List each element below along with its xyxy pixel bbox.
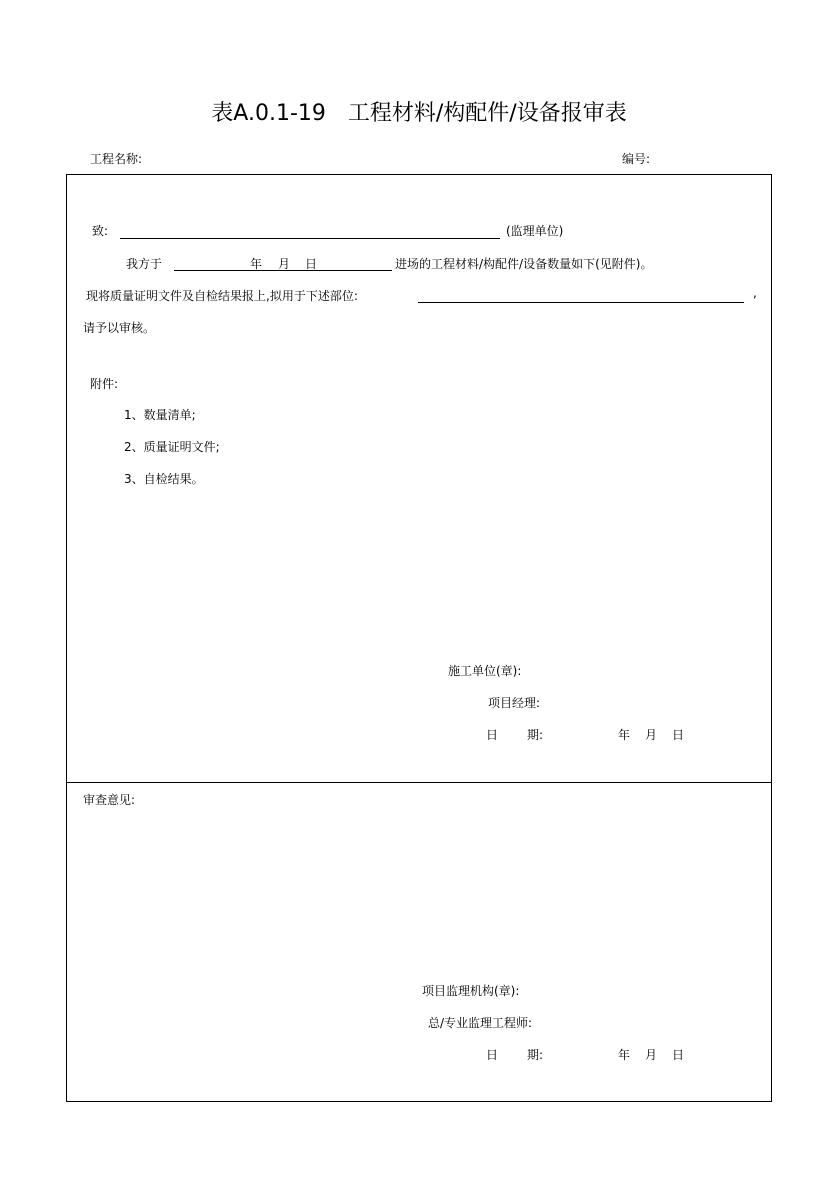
attachments-label: 附件: xyxy=(90,377,119,391)
form-name: 工程材料/构配件/设备报审表 xyxy=(347,101,627,126)
line3-text: 请予以审核。 xyxy=(83,321,156,335)
form-code: 表A.0.1-19 xyxy=(211,101,326,126)
date-label-char2: 期: xyxy=(527,728,544,742)
date-month: 月 xyxy=(645,728,658,742)
usage-location-field[interactable] xyxy=(418,302,744,303)
review-date-label-char2: 期: xyxy=(527,1048,544,1062)
review-date-year: 年 xyxy=(618,1048,631,1062)
line1-day: 日 xyxy=(305,257,318,271)
review-date-month: 月 xyxy=(645,1048,658,1062)
engineer-label: 总/专业监理工程师: xyxy=(428,1016,533,1030)
line1-suffix: 进场的工程材料/构配件/设备数量如下(见附件)。 xyxy=(395,257,653,271)
contractor-label: 施工单位(章): xyxy=(448,664,522,678)
supervision-org-label: 项目监理机构(章): xyxy=(422,984,520,998)
pm-label: 项目经理: xyxy=(488,696,541,710)
attachment-item: 3、自检结果。 xyxy=(124,472,204,486)
review-date-day: 日 xyxy=(672,1048,685,1062)
project-name-label: 工程名称: xyxy=(90,152,143,166)
line2-end: , xyxy=(753,286,757,300)
review-date-label-char1: 日 xyxy=(486,1048,499,1062)
line1-year: 年 xyxy=(250,257,263,271)
attachment-item: 2、质量证明文件; xyxy=(124,440,220,454)
review-opinion-label: 审查意见: xyxy=(83,793,136,807)
form-box xyxy=(66,174,772,1102)
line2-text: 现将质量证明文件及自检结果报上,拟用于下述部位: xyxy=(86,289,358,303)
line1-prefix: 我方于 xyxy=(126,257,163,271)
date-day: 日 xyxy=(672,728,685,742)
supervisor-unit-field[interactable] xyxy=(120,238,500,239)
date-label-char1: 日 xyxy=(486,728,499,742)
line1-month: 月 xyxy=(278,257,291,271)
date-year: 年 xyxy=(618,728,631,742)
section-divider xyxy=(66,782,772,783)
number-label: 编号: xyxy=(622,152,651,166)
attachment-item: 1、数量清单; xyxy=(124,408,196,422)
page-title xyxy=(0,96,838,127)
to-suffix: (监理单位) xyxy=(506,224,564,238)
to-label: 致: xyxy=(92,224,109,238)
